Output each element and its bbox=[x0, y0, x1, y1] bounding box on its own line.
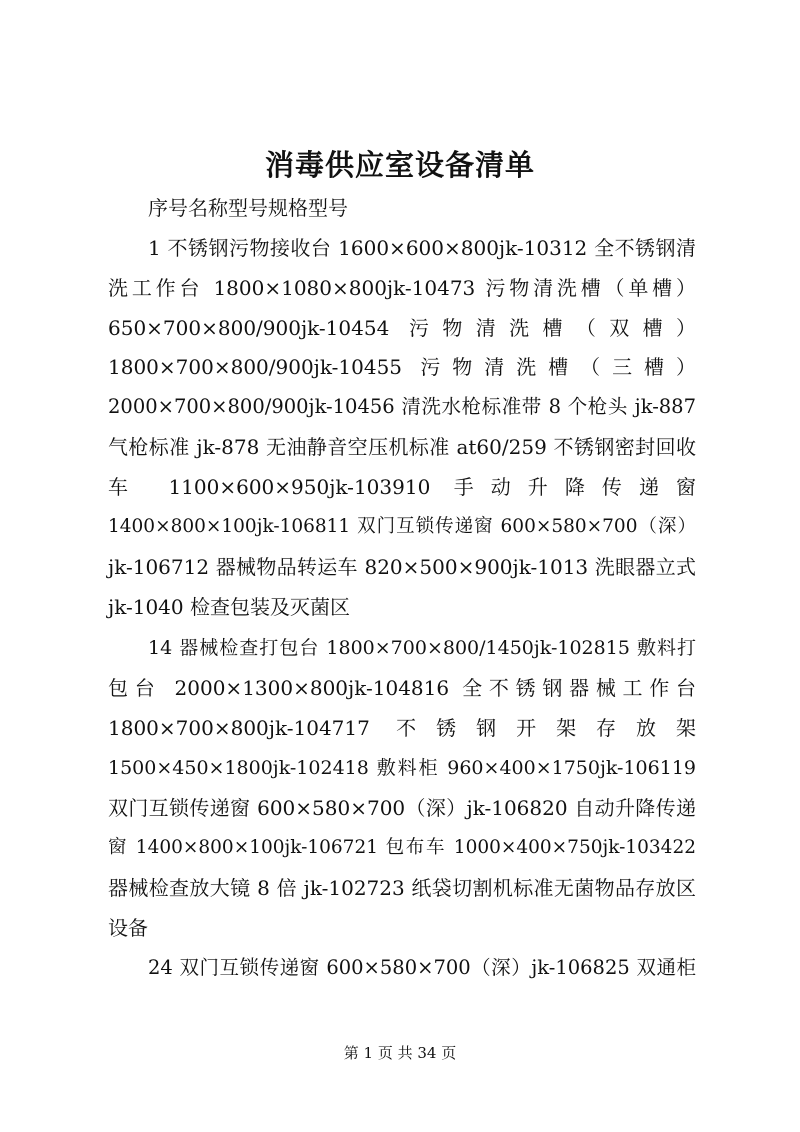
text-line: 1800×700×800/900jk-10455 污物清洗槽（三槽） bbox=[108, 355, 696, 379]
text-line: 包台 2000×1300×800jk-104816 全不锈钢器械工作台 bbox=[108, 676, 696, 700]
text-line: 1 不锈钢污物接收台 1600×600×800jk-10312 全不锈钢清 bbox=[148, 236, 696, 260]
text-line: 窗 1400×800×100jk-106721 包布车 1000×400×750jk-103422 bbox=[108, 837, 696, 858]
text-line: 设备 bbox=[108, 916, 148, 940]
text-line: 器械检查放大镜 8 倍 jk-102723 纸袋切割机标准无菌物品存放区 bbox=[108, 876, 696, 900]
page-number-footer: 第 1 页 共 34 页 bbox=[343, 1044, 457, 1062]
text-line: 气枪标准 jk-878 无油静音空压机标准 at60/259 不锈钢密封回收 bbox=[108, 435, 696, 459]
text-line: 24 双门互锁传递窗 600×580×700（深）jk-106825 双通柜 bbox=[148, 956, 696, 979]
text-line: 序号名称型号规格型号 bbox=[148, 196, 348, 220]
text-line: 洗工作台 1800×1080×800jk-10473 污物清洗槽（单槽） bbox=[108, 276, 696, 300]
text-line: jk-106712 器械物品转运车 820×500×900jk-1013 洗眼器立式 bbox=[108, 555, 696, 579]
text-line: 650×700×800/900jk-10454 污物清洗槽（双槽） bbox=[108, 316, 696, 340]
text-line: 1400×800×100jk-106811 双门互锁传递窗 600×580×700（深） bbox=[108, 516, 696, 537]
text-line: 1500×450×1800jk-102418 敷料柜 960×400×1750jk-106119 bbox=[108, 757, 696, 779]
text-line: 车 1100×600×950jk-103910 手动升降传递窗 bbox=[108, 475, 696, 499]
text-line: jk-1040 检查包装及灭菌区 bbox=[108, 595, 350, 619]
text-line: 双门互锁传递窗 600×580×700（深）jk-106820 自动升降传递 bbox=[108, 796, 696, 820]
text-line: 1800×700×800jk-104717 不锈钢开架存放架 bbox=[108, 716, 696, 740]
text-line: 14 器械检查打包台 1800×700×800/1450jk-102815 敷料打 bbox=[148, 637, 696, 659]
text-line: 2000×700×800/900jk-10456 清洗水枪标准带 8 个枪头 jk-887 bbox=[108, 395, 696, 418]
document-title: 消毒供应室设备清单 bbox=[264, 148, 535, 182]
